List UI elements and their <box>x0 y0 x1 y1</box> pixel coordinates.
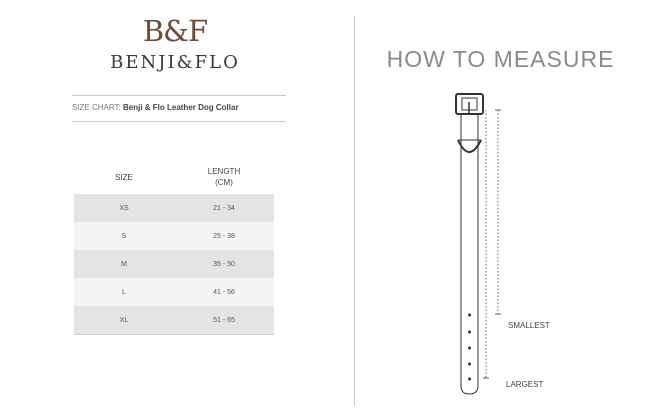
strap-hole <box>468 331 471 334</box>
length-cell: 21 - 34 <box>213 204 235 212</box>
size-table-body <box>74 194 274 334</box>
size-cell: L <box>122 288 126 296</box>
strap-hole <box>468 378 471 381</box>
strap-hole <box>468 363 471 366</box>
length-cell: 35 - 50 <box>213 260 235 268</box>
how-to-measure-title: HOW TO MEASURE <box>386 46 615 72</box>
size-chart-title <box>72 103 239 112</box>
collar-diagram <box>440 88 560 408</box>
brand-name: BENJI&FLO <box>110 52 240 73</box>
largest-label: LARGEST <box>506 380 544 389</box>
size-cell: XS <box>119 204 129 212</box>
title-rule-top <box>72 95 286 96</box>
table-row <box>74 250 274 278</box>
strap-upper <box>461 114 478 140</box>
size-cell: S <box>121 232 127 240</box>
size-chart-title-product: Benji & Flo Leather Dog Collar <box>122 103 239 112</box>
header-length-line1: LENGTH <box>207 167 241 176</box>
size-cell: M <box>121 260 127 268</box>
size-chart-title-prefix: SIZE CHART: <box>72 103 123 112</box>
table-row <box>74 194 274 222</box>
table-row <box>74 278 274 306</box>
brand-logo-mark: B&F <box>142 14 208 48</box>
panel-divider <box>354 16 355 406</box>
length-cell: 25 - 38 <box>213 232 235 240</box>
size-table-header <box>74 160 274 194</box>
strap-body <box>461 140 478 394</box>
table-row <box>74 222 274 250</box>
strap-hole <box>468 347 471 350</box>
smallest-label: SMALLEST <box>508 321 550 330</box>
size-cell: XL <box>119 316 129 324</box>
header-length <box>174 166 274 188</box>
table-row <box>74 306 274 334</box>
strap-hole <box>468 314 471 317</box>
length-cell: 51 - 65 <box>213 316 235 324</box>
table-bottom-line <box>74 334 274 335</box>
size-table <box>74 160 274 335</box>
header-size: SIZE <box>115 172 133 182</box>
length-cell: 41 - 56 <box>213 288 235 296</box>
title-rule-bottom <box>72 121 286 122</box>
header-length-line2: (CM) <box>215 178 233 187</box>
